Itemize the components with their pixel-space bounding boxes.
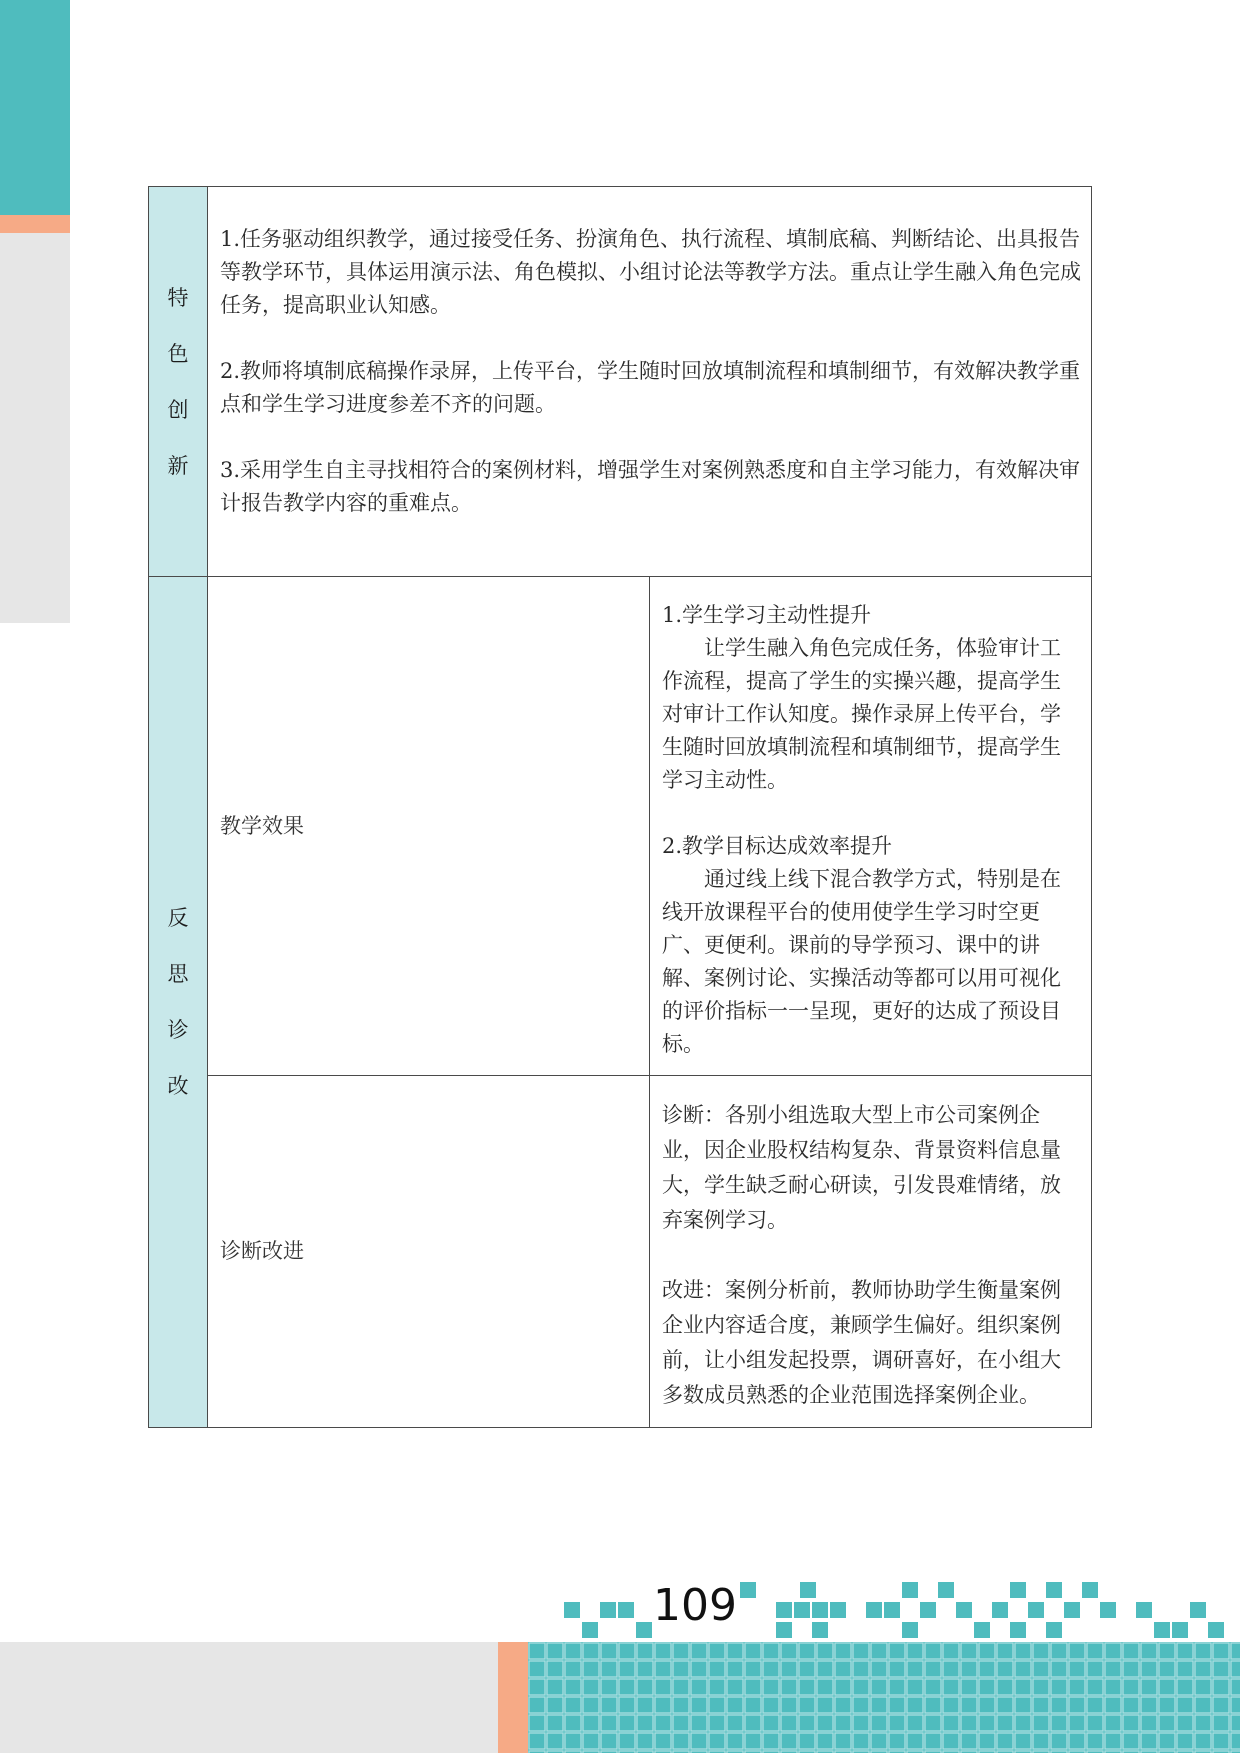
effect-item1-title: 1.学生学习主动性提升	[662, 603, 872, 627]
bottom-orange-bar	[498, 1642, 528, 1753]
reflection-section-label	[149, 577, 208, 1428]
feature-section-label	[149, 187, 208, 577]
bottom-teal-pattern	[528, 1642, 1240, 1753]
reflection-label-char: 改	[167, 1074, 189, 1098]
effect-content	[650, 577, 1092, 1076]
feature-content	[208, 187, 1092, 577]
left-teal-bar	[0, 0, 70, 215]
left-orange-bar	[0, 215, 70, 233]
feature-label-char: 新	[167, 453, 189, 478]
bottom-gray-bar	[0, 1642, 498, 1753]
reflection-label-char: 思	[167, 962, 189, 986]
improve-label: 诊断改进	[208, 1076, 650, 1428]
left-gray-bar	[0, 233, 70, 623]
feature-label-char: 特	[167, 285, 189, 310]
diagnosis-text: 诊断：各别小组选取大型上市公司案例企业，因企业股权结构复杂、背景资料信息量大，学生缺乏耐心研读，引发畏难情绪，放弃案例学习。	[662, 1103, 1061, 1232]
feature-item: 2.教师将填制底稿操作录屏，上传平台，学生随时回放填制流程和填制细节，有效解决教学重点和学生学习进度参差不齐的问题。	[220, 359, 1081, 416]
reflection-label-char: 反	[167, 906, 189, 930]
effect-item2-body: 通过线上线下混合教学方式，特别是在线开放课程平台的使用使学生学习时空更广、更便利。课前的导学预习、课中的讲解、案例讨论、实操活动等都可以用可视化的评价指标一一呈现，更好的达成了预设目标。	[662, 867, 1061, 1056]
reflection-label-char: 诊	[167, 1018, 189, 1042]
improvement-text: 改进：案例分析前，教师协助学生衡量案例企业内容适合度，兼顾学生偏好。组织案例前，让小组发起投票，调研喜好，在小组大多数成员熟悉的企业范围选择案例企业。	[662, 1278, 1061, 1407]
feature-item: 3.采用学生自主寻找相符合的案例材料，增强学生对案例熟悉度和自主学习能力，有效解决审计报告教学内容的重难点。	[220, 458, 1081, 515]
page-number: 109	[653, 1580, 737, 1631]
grid-pattern-icon	[528, 1642, 1240, 1753]
feature-label-char: 色	[167, 341, 189, 366]
improve-content	[650, 1076, 1092, 1428]
feature-label-char: 创	[167, 397, 189, 422]
feature-item: 1.任务驱动组织教学，通过接受任务、扮演角色、执行流程、填制底稿、判断结论、出具报告等教学环节，具体运用演示法、角色模拟、小组讨论法等教学方法。重点让学生融入角色完成任务，提高职业认知感。	[220, 227, 1081, 317]
effect-item1-body: 让学生融入角色完成任务，体验审计工作流程，提高了学生的实操兴趣，提高学生对审计工作认知度。操作录屏上传平台，学生随时回放填制流程和填制细节，提高学生学习主动性。	[662, 636, 1061, 792]
lesson-table	[148, 186, 1092, 1428]
effect-label: 教学效果	[208, 577, 650, 1076]
effect-item2-title: 2.教学目标达成效率提升	[662, 834, 893, 858]
